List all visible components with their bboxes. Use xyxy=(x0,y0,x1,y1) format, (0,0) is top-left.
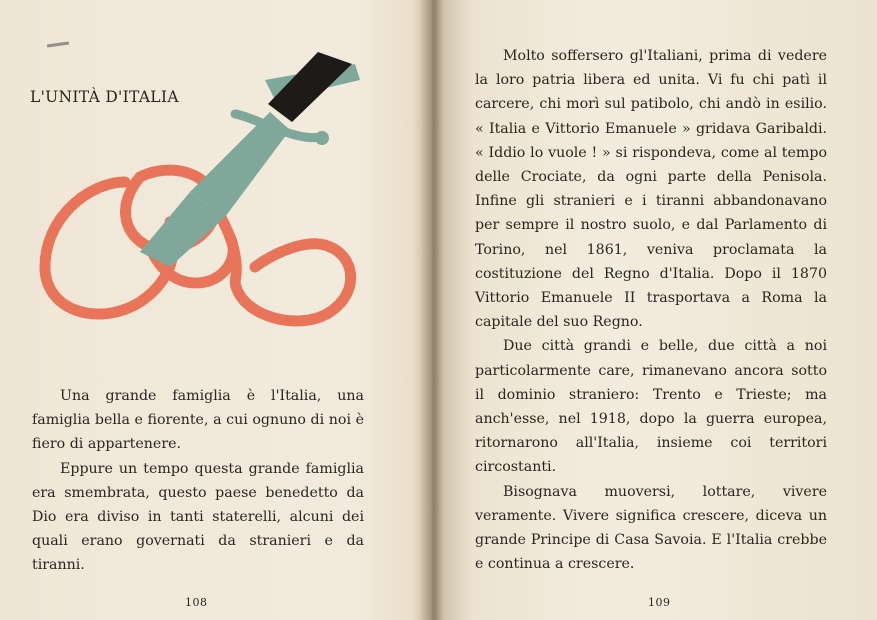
paragraph: Una grande famiglia è l'Italia, una famiglia bella e fiorente, a cui ognuno di noi è fiero di appartenere. xyxy=(32,388,364,453)
left-body-text xyxy=(32,384,364,578)
paragraph: Bisognava muoversi, lottare, vivere veramente. Vivere significa crescere, diceva un grande Principe di Casa Savoia. E l'Italia crebbe e continua a crescere. xyxy=(475,483,827,573)
page-number: 109 xyxy=(648,596,671,609)
dagger-and-rope-icon xyxy=(30,42,370,342)
right-body-text xyxy=(475,44,827,576)
paragraph: Due città grandi e belle, due città a noi particolarmente care, rimanevano ancora sotto il dominio straniero: Trento e Trieste; ma anch'esse, nel 1918, dopo la guerra europea, ritornarono all'Italia, insieme coi territori circostanti. xyxy=(475,338,827,476)
paragraph: Molto soffersero gl'Italiani, prima di vedere la loro patria libera ed unita. Vi fu chi patì il carcere, chi morì sul patibolo, chi andò in esilio. « Italia e Vittorio Emanuele » gridava Garibaldi. « Iddio lo vuole ! » si rispondeva, come al tempo delle Crociate, da ogni parte della Penisola. Infine gli stranieri e i tiranni abbandonavano per sempre il nostro suolo, e dal Parlamento di Torino, nel 1861, veniva proclamata la costituzione del Regno d'Italia. Dopo il 1870 Vittorio Emanuele II trasportava a Roma la capitale del suo Regno. xyxy=(475,48,827,331)
left-page xyxy=(0,0,430,620)
paragraph: Eppure un tempo questa grande famiglia era smembrata, questo paese benedetto da Dio era diviso in tanti staterelli, alcuni dei quali erano governati da stranieri e da tiranni. xyxy=(32,460,364,574)
chapter-heading: L'UNITÀ D'ITALIA xyxy=(30,88,179,106)
page-number: 108 xyxy=(185,596,208,609)
